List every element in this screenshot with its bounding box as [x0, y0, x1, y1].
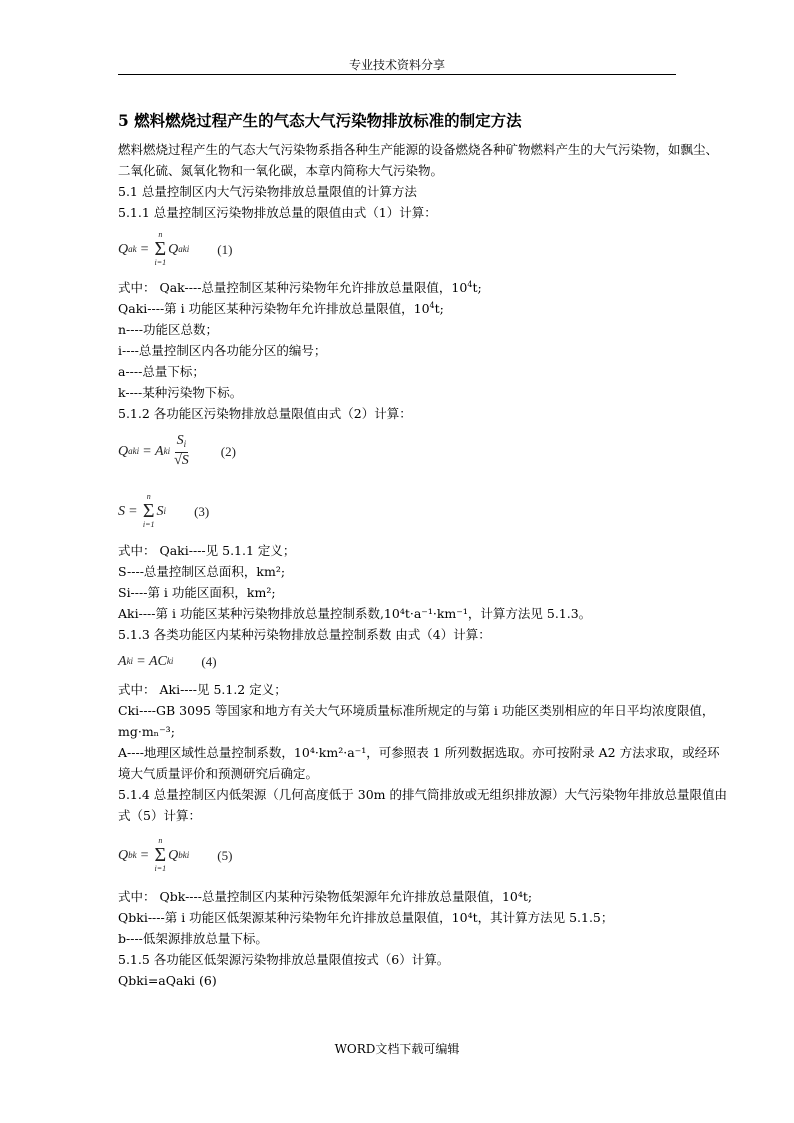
- def-i: i----总量控制区内各功能分区的编号；: [118, 343, 327, 358]
- intro-paragraph: 燃料燃烧过程产生的气态大气污染物系指各种生产能源的设备燃烧各种矿物燃料产生的大气污染物，如飘尘、二氧化硫、氮氧化物和一氧化碳，本章内简称大气污染物。: [118, 142, 719, 178]
- equation-2: Q aki = A ki $\frac{S_i}{√S}$ (2): [118, 433, 236, 468]
- eq1-lhs-sub: ak: [128, 243, 137, 254]
- eq5-lower: i=1: [154, 864, 167, 873]
- def-cki: Cki----GB 3095 等国家和地方有关大气环境质量标准所规定的与第 i 功能区类别相应的年日平均浓度限值，mg·mₙ⁻³;: [118, 703, 715, 739]
- section-title: 5 燃料燃烧过程产生的气态大气污染物排放标准的制定方法: [118, 111, 522, 130]
- equation-3: S = n Σ i=1 S i (3): [118, 492, 210, 529]
- def-qbki: Qbki----第 i 功能区低架源某种污染物年允许排放总量限值，10⁴t，其计算方法见 5.1.5；: [118, 910, 614, 925]
- def-k: k----某种污染物下标。: [118, 385, 243, 400]
- eq5-sum: n Σ i=1: [154, 836, 167, 873]
- eq5-term-sub: bki: [178, 849, 190, 860]
- def-n: n----功能区总数；: [118, 322, 218, 337]
- equation-4: A ki = AC ki (4): [118, 647, 728, 675]
- def-qbk: 式中： Qbk----总量控制区内某种污染物低架源年允许排放总量限值，10⁴t;: [118, 889, 533, 904]
- document-body: [118, 110, 728, 991]
- eq2-num-sub: i: [183, 439, 187, 449]
- eq3-sum: n Σ i=1: [142, 492, 155, 529]
- eq2-fraction: [172, 433, 191, 469]
- eq4-lhs: A: [118, 653, 127, 669]
- eq2-lhs-sub: aki: [128, 445, 140, 456]
- eq3-upper: n: [146, 492, 151, 501]
- eq4-lhs-sub: ki: [126, 655, 134, 666]
- def-qaki-ref: 式中： Qaki----见 5.1.1 定义；: [118, 543, 296, 558]
- eq1-lower: i=1: [154, 258, 167, 267]
- eq3-lower: i=1: [142, 520, 155, 529]
- eq1-term-sub: aki: [178, 243, 190, 254]
- def-b: b----低架源排放总量下标。: [118, 931, 268, 946]
- eq5-lhs: Q: [118, 847, 129, 863]
- eq1-term: Q: [168, 241, 179, 257]
- def-aki-ref: 式中： Aki----见 5.1.2 定义；: [118, 682, 287, 697]
- equation-6-text: Qbki=aQaki (6): [118, 973, 217, 988]
- equation-1: Q ak = n Σ i=1 Q aki (1): [118, 230, 233, 267]
- eq4-rhs: AC: [148, 653, 167, 669]
- def-s: S----总量控制区总面积，km²;: [118, 564, 286, 579]
- eq3-number: (3): [194, 503, 210, 519]
- heading-5-1: 5.1 总量控制区内大气污染物排放总量限值的计算方法: [118, 184, 417, 199]
- eq5-lhs-sub: bk: [128, 849, 137, 860]
- eq2-coef: A: [155, 443, 164, 459]
- eq3-lhs: S: [118, 503, 125, 519]
- heading-5-1-3: 5.1.3 各类功能区内某种污染物排放总量控制系数 由式（4）计算：: [118, 627, 491, 642]
- eq4-number: (4): [201, 653, 217, 669]
- def-a: a----总量下标；: [118, 364, 205, 379]
- page-footer: WORD文档下载可编辑: [334, 1042, 460, 1056]
- eq2-number: (2): [220, 443, 236, 459]
- eq4-rhs-sub: ki: [166, 655, 174, 666]
- equation-5: Q bk = n Σ i=1 Q bki (5): [118, 836, 233, 873]
- heading-5-1-5: 5.1.5 各功能区低架源污染物排放总量限值按式（6）计算。: [118, 952, 450, 967]
- heading-5-1-4: 5.1.4 总量控制区内低架源（几何高度低于 30m 的排气筒排放或无组织排放源）大气污染物年排放总量限值由式（5）计算：: [118, 787, 727, 823]
- def-aki: Aki----第 i 功能区某种污染物排放总量控制系数,10⁴t·a⁻¹·km⁻¹，计算方法见 5.1.3。: [118, 606, 592, 621]
- eq3-term: S: [156, 503, 164, 519]
- eq3-term-sub: i: [163, 505, 167, 516]
- eq5-upper: n: [158, 836, 163, 845]
- heading-5-1-2: 5.1.2 各功能区污染物排放总量限值由式（2）计算：: [118, 406, 412, 421]
- header-rule: [118, 74, 676, 75]
- eq2-coef-sub: ki: [163, 445, 171, 456]
- heading-5-1-1: 5.1.1 总量控制区污染物排放总量的限值由式（1）计算：: [118, 205, 437, 220]
- eq1-upper: n: [158, 230, 163, 239]
- eq1-lhs: Q: [118, 241, 129, 257]
- eq1-sum: n Σ i=1: [154, 230, 167, 267]
- page-header: 专业技术资料分享: [348, 58, 445, 72]
- def-qaki: Qaki----第 i 功能区某种污染物年允许排放总量限值，$10^4t$;: [118, 301, 444, 316]
- def-si: Si----第 i 功能区面积，km²;: [118, 585, 276, 600]
- eq1-number: (1): [217, 241, 233, 257]
- eq5-number: (5): [217, 847, 233, 863]
- def-qak: 式中： Qak----总量控制区某种污染物年允许排放总量限值，$10^4t$;: [118, 280, 482, 295]
- eq2-num: S: [176, 433, 184, 448]
- eq2-lhs: Q: [118, 443, 129, 459]
- eq5-term: Q: [168, 847, 179, 863]
- eq2-den: √S: [174, 453, 189, 468]
- def-a-coef: A----地理区域性总量控制系数，10⁴·km²·a⁻¹，可参照表 1 所列数据选取。亦可按附录 A2 方法求取，或经环境大气质量评价和预测研究后确定。: [118, 745, 720, 781]
